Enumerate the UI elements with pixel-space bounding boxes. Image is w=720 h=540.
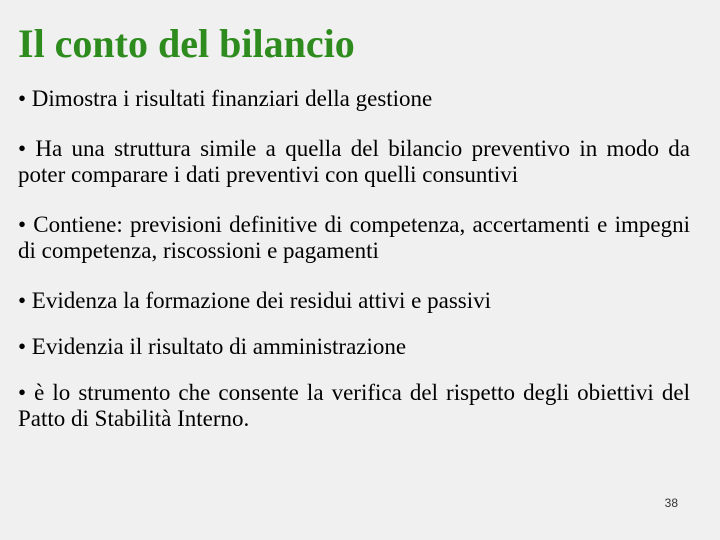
slide-title: Il conto del bilancio (18, 21, 355, 66)
bullet-item: • Ha una struttura simile a quella del bilancio preventivo in modo da poter comparare i dati preventivi con quelli consuntivi (18, 136, 690, 187)
bullet-item: • Evidenzia il risultato di amministrazione (18, 334, 407, 359)
slide-number: 38 (664, 496, 678, 510)
bullet-item: • è lo strumento che consente la verifica del rispetto degli obiettivi del Patto di Stabilità Interno. (18, 380, 690, 431)
bullet-item: • Dimostra i risultati finanziari della gestione (18, 86, 433, 111)
bullet-list (18, 86, 690, 432)
bullet-item: • Contiene: previsioni definitive di competenza, accertamenti e impegni di competenza, riscossioni e pagamenti (18, 212, 690, 263)
bullet-item: • Evidenza la formazione dei residui attivi e passivi (18, 288, 492, 313)
